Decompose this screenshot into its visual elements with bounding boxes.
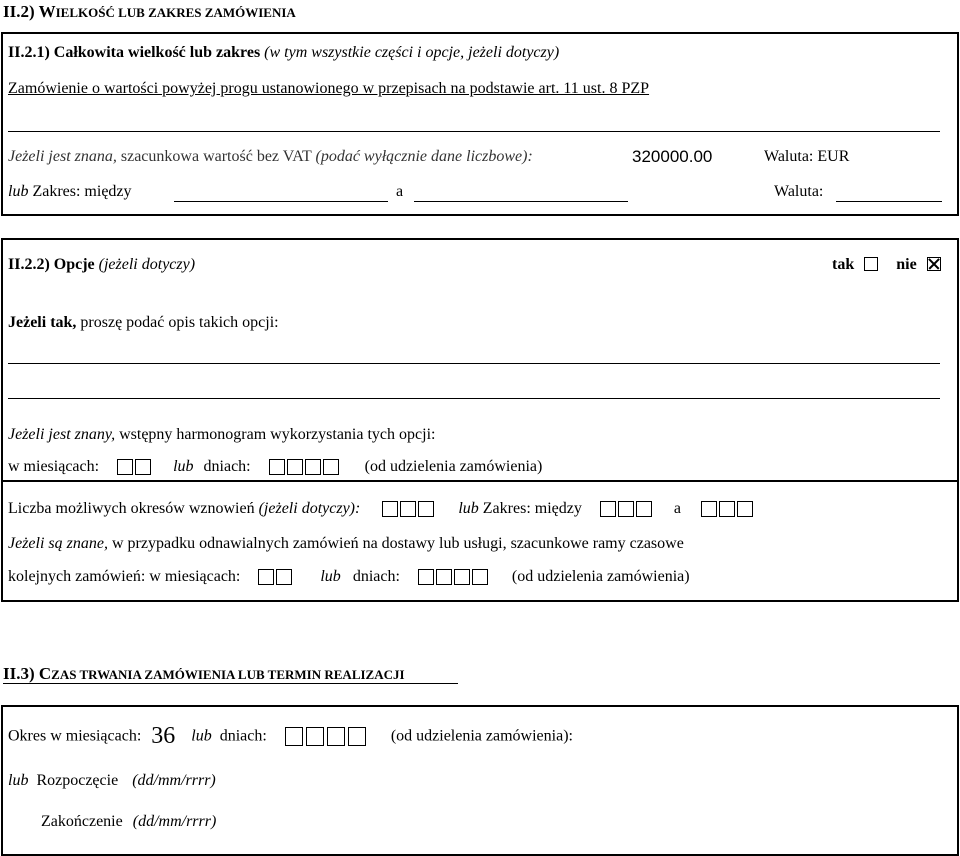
- renew-days-box[interactable]: [418, 569, 434, 585]
- renewable-row: kolejnych zamówień: w miesiącach: lub dniach: (od udzielenia zamówienia): [8, 568, 690, 585]
- renewals-digit-box[interactable]: [418, 501, 434, 517]
- options-description-line-1[interactable]: [8, 363, 940, 364]
- range-from-field[interactable]: [174, 201, 388, 202]
- start-date-row: lub Rozpoczęcie (dd/mm/rrrr): [8, 772, 216, 789]
- range-a-label: a: [396, 183, 404, 200]
- days-digit-box[interactable]: [305, 459, 321, 475]
- ii21-title: II.2.1) Całkowita wielkość lub zakres (w tym wszystkie części i opcje, jeżeli dotyczy): [8, 44, 560, 61]
- section-heading-ii3: II.3) CZAS TRWANIA ZAMÓWIENIA LUB TERMIN REALIZACJI: [3, 664, 405, 683]
- duration-days-box[interactable]: [285, 727, 303, 746]
- schedule-divider: [1, 480, 957, 482]
- days-digit-box[interactable]: [323, 459, 339, 475]
- renewals-to-box[interactable]: [701, 501, 717, 517]
- renew-days-box[interactable]: [454, 569, 470, 585]
- range-row: lub Zakres: między: [8, 183, 132, 200]
- options-description-label: Jeżeli tak, proszę podać opis takich opcji:: [8, 314, 279, 331]
- ii21-underline-rule: [8, 131, 940, 132]
- tak-checkbox[interactable]: [864, 257, 878, 271]
- range-currency-label: Waluta:: [774, 183, 824, 200]
- renewals-to-box[interactable]: [737, 501, 753, 517]
- days-digit-box[interactable]: [287, 459, 303, 475]
- renew-months-box[interactable]: [258, 569, 274, 585]
- renew-months-box[interactable]: [276, 569, 292, 585]
- duration-months-value: 36: [151, 723, 176, 749]
- months-digit-box[interactable]: [135, 459, 151, 475]
- section-heading-ii2: II.2) WIELKOŚĆ LUB ZAKRES ZAMÓWIENIA: [3, 2, 296, 21]
- renewals-from-box[interactable]: [636, 501, 652, 517]
- ii21-description: Zamówienie o wartości powyżej progu ustanowionego w przepisach na podstawie art. 11 ust. 8 PZP: [8, 80, 650, 97]
- estimate-value: 320000.00: [632, 147, 713, 166]
- range-currency-field[interactable]: [836, 201, 942, 202]
- renewals-from-box[interactable]: [618, 501, 634, 517]
- currency-label: Waluta: EUR: [764, 148, 850, 165]
- options-description-line-2[interactable]: [8, 398, 940, 399]
- renewals-from-box[interactable]: [600, 501, 616, 517]
- end-date-row: Zakończenie (dd/mm/rrrr): [41, 813, 217, 830]
- months-digit-box[interactable]: [117, 459, 133, 475]
- renewable-text: Jeżeli są znane, w przypadku odnawialnych zamówień na dostawy lub usługi, szacunkowe ramy czasowe: [8, 535, 684, 552]
- renew-days-box[interactable]: [472, 569, 488, 585]
- renewals-digit-box[interactable]: [400, 501, 416, 517]
- schedule-label: Jeżeli jest znany, wstępny harmonogram wykorzystania tych opcji:: [8, 426, 436, 443]
- renewals-digit-box[interactable]: [382, 501, 398, 517]
- renewals-to-box[interactable]: [719, 501, 735, 517]
- duration-days-box[interactable]: [348, 727, 366, 746]
- duration-days-box[interactable]: [306, 727, 324, 746]
- ii21-estimate-row: Jeżeli jest znana, szacunkowa wartość bez VAT (podać wyłącznie dane liczbowe):: [8, 148, 533, 165]
- nie-checkbox[interactable]: [927, 257, 941, 271]
- duration-row: Okres w miesiącach: 36 lub dniach: (od udzielenia zamówienia):: [8, 723, 573, 749]
- renew-days-box[interactable]: [436, 569, 452, 585]
- schedule-row: w miesiącach: lub dniach: (od udzielenia zamówienia): [8, 458, 543, 475]
- range-to-field[interactable]: [414, 201, 628, 202]
- options-yes-no: tak nie: [832, 256, 941, 274]
- duration-days-box[interactable]: [327, 727, 345, 746]
- days-digit-box[interactable]: [269, 459, 285, 475]
- renewals-row: Liczba możliwych okresów wznowień (jeżeli dotyczy): lub Zakres: między a: [8, 500, 755, 518]
- ii3-heading-underline: [3, 683, 458, 684]
- ii22-title: II.2.2) Opcje (jeżeli dotyczy): [8, 256, 196, 273]
